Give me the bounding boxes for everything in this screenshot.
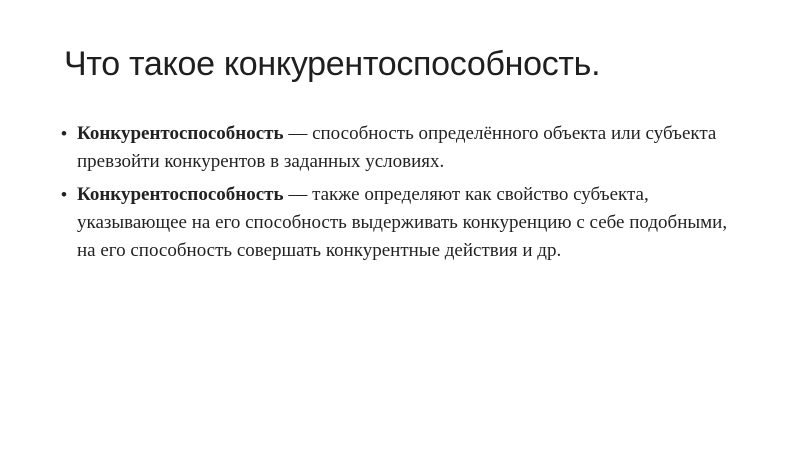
bullet-marker: • <box>61 124 67 143</box>
bullet-list <box>58 120 728 270</box>
bullet-term: Конкурентоспособность <box>77 123 284 144</box>
slide-title: Что такое конкурентоспособность. <box>64 45 601 83</box>
bullet-text: — также определяют как свойство субъекта, указывающее на его способность выдерживать конкуренцию с себе подобными, на его способность совершать конкурентные действия и др. <box>77 184 728 261</box>
bullet-text: — способность определённого объекта или субъекта превзойти конкурентов в заданных условиях. <box>77 123 717 172</box>
bullet-item <box>58 181 728 265</box>
bullet-item <box>58 120 728 176</box>
bullet-marker: • <box>61 185 67 204</box>
bullet-term: Конкурентоспособность <box>77 184 284 205</box>
